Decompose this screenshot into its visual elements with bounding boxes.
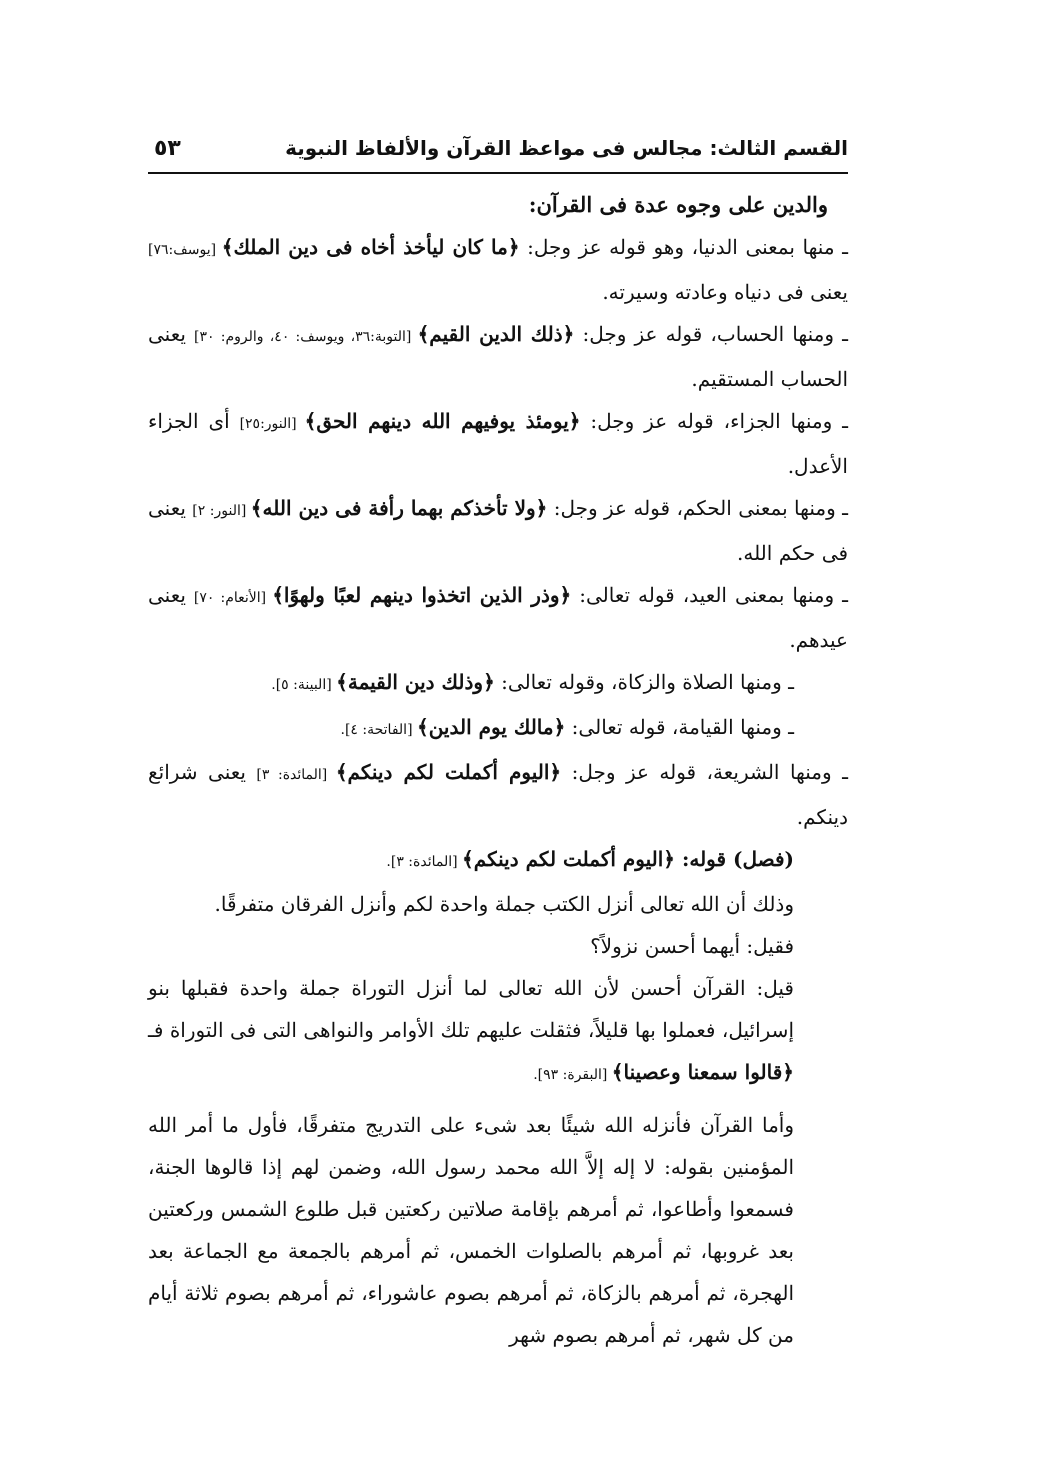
text-span: قيل: القرآن أحسن لأن الله تعالى لما أنزل التوراة جملة واحدة فقبلها بنو إسرائيل، فعملوا بها قليلاً، فثقلت عليهم تلك الأوامر والنواهى التى فى التوراة فـ xyxy=(148,976,794,1042)
paragraph-meaning-qiyama xyxy=(148,706,848,751)
text-span: يعنى فى دنياه وعادته وسيرته. xyxy=(602,280,848,304)
quran-quote: ﴿وذر الذين اتخذوا دينهم لعبًا ولهوًا﴾ xyxy=(272,583,572,607)
quran-quote: ﴿ما كان ليأخذ أخاه فى دين الملك﴾ xyxy=(221,235,520,259)
text-span: ـ ومنها بمعنى الحكم، قوله عز وجل: xyxy=(547,496,848,520)
paragraph-gap xyxy=(148,1096,848,1104)
fasl-label: (فصل) قوله: xyxy=(675,847,794,871)
verse-reference: [النور: ٢] xyxy=(192,503,251,519)
text-span: ـ ومنها الصلاة والزكاة، وقوله تعالى: xyxy=(494,670,794,694)
paragraph-meaning-hukm xyxy=(148,487,848,574)
verse-reference: [التوبة:٣٦، ويوسف: ٤٠، والروم: ٣٠] xyxy=(194,329,418,345)
text-span: ـ منها بمعنى الدنيا، وهو قوله عز وجل: xyxy=(519,235,848,259)
fasl-heading xyxy=(148,838,848,883)
quran-quote: ﴿مالك يوم الدين﴾ xyxy=(416,715,566,739)
paragraph-meaning-hisab xyxy=(148,313,848,400)
text-span: يعنى الحساب المستقيم. xyxy=(148,322,848,391)
verse-reference: [يوسف:٧٦] xyxy=(148,242,222,258)
page-header xyxy=(148,128,848,172)
text-span: يعنى فى حكم الله. xyxy=(148,496,848,565)
paragraph-meaning-sharia xyxy=(148,751,848,838)
page-body xyxy=(148,184,848,1356)
text-span: ـ ومنها بمعنى العيد، قوله تعالى: xyxy=(571,583,848,607)
quran-quote: ﴿ذلك الدين القيم﴾ xyxy=(417,322,575,346)
verse-reference: [الفاتحة: ٤]. xyxy=(340,722,417,738)
paragraph-meaning-salah xyxy=(148,661,848,706)
paragraph-meaning-eid xyxy=(148,574,848,661)
quran-quote: ﴿اليوم أكملت لكم دينكم﴾ xyxy=(335,760,562,784)
text-span: يعنى عيدهم. xyxy=(148,583,848,652)
quran-quote: ﴿وذلك دين القيمة﴾ xyxy=(336,670,495,694)
quran-quote: ﴿يومئذ يوفيهم الله دينهم الحق﴾ xyxy=(304,409,581,433)
verse-reference: [البينة: ٥]. xyxy=(271,677,337,693)
paragraph-revelation: وذلك أن الله تعالى أنزل الكتب جملة واحدة لكم وأنزل الفرقان متفرقًا. xyxy=(214,892,794,916)
page-number: ٥٣ xyxy=(154,136,181,161)
paragraph-meaning-jaza xyxy=(148,400,848,487)
text-span: أى الجزاء الأعدل. xyxy=(148,409,848,478)
quran-quote: ﴿قالوا سمعنا وعصينا﴾ xyxy=(611,1060,794,1084)
paragraph-meaning-dunya xyxy=(148,226,848,313)
text-span: ـ ومنها الشريعة، قوله عز وجل: xyxy=(561,760,848,784)
paragraph-question: فقيل: أيهما أحسن نزولاً؟ xyxy=(590,934,794,958)
section-heading: والدين على وجوه عدة فى القرآن: xyxy=(528,192,828,217)
paragraph-gradual-revelation: وأما القرآن فأنزله الله شيئًا بعد شىء على التدريج متفرقًا، فأول ما أمر الله المؤمنين بقوله: لا إله إلاَّ الله محمد رسول الله، وضمن لهم إذا قالوها الجنة، فسمعوا وأطاعوا، ثم أمرهم بإقامة صلاتين ركعتين قبل طلوع الشمس وركعتين بعد غروبها، ثم أمرهم بالصلوات الخمس، ثم أمرهم بالجمعة مع الجماعة بعد الهجرة، ثم أمرهم بالزكاة، ثم أمرهم بصوم عاشوراء، ثم أمرهم بصوم ثلاثة أيام من كل شهر، ثم أمرهم بصوم شهر xyxy=(148,1113,795,1347)
verse-reference: [المائدة: ٣]. xyxy=(386,854,463,870)
paragraph-answer xyxy=(148,967,848,1096)
running-title xyxy=(285,136,848,160)
text-span: ـ ومنها الجزاء، قوله عز وجل: xyxy=(580,409,848,433)
text-span: يعنى شرائع دينكم. xyxy=(148,760,848,829)
book-title: مجالس فى مواعظ القرآن والألفاظ النبوية xyxy=(285,136,703,160)
verse-reference: [النور:٢٥] xyxy=(239,416,305,432)
verse-reference: [الأنعام: ٧٠] xyxy=(193,590,273,606)
quran-quote: ﴿ولا تأخذكم بهما رأفة فى دين الله﴾ xyxy=(250,496,548,520)
text-span: ـ ومنها الحساب، قوله عز وجل: xyxy=(574,322,848,346)
header-rule xyxy=(148,172,848,174)
verse-reference: [البقرة: ٩٣]. xyxy=(533,1067,612,1083)
section-label: القسم الثالث: xyxy=(709,136,848,160)
text-span: ـ ومنها القيامة، قوله تعالى: xyxy=(565,715,794,739)
quran-quote: ﴿اليوم أكملت لكم دينكم﴾ xyxy=(462,847,675,871)
verse-reference: [المائدة: ٣] xyxy=(256,767,336,783)
